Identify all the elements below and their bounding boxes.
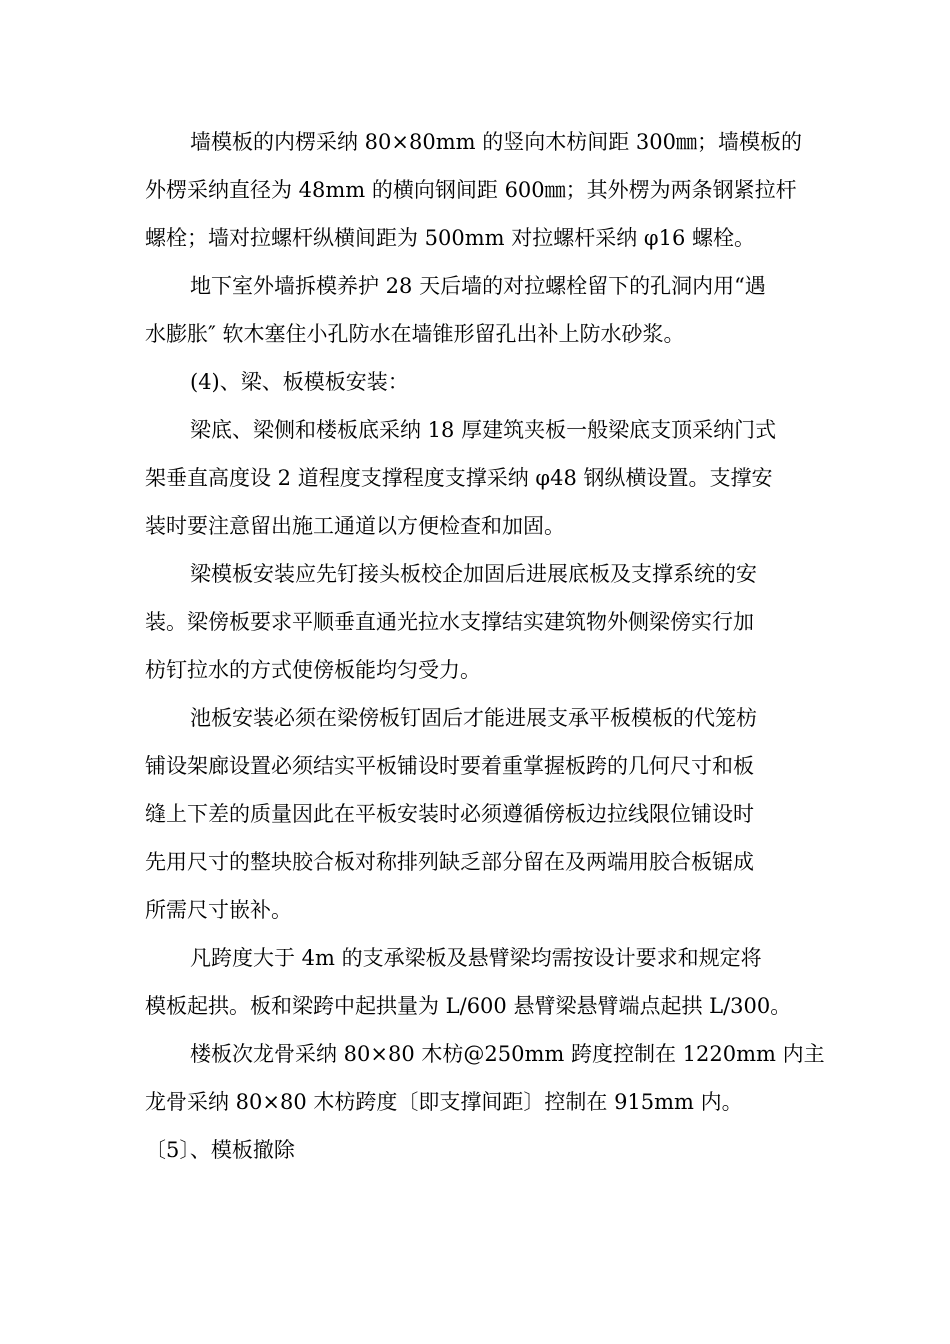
- paragraph-camber: [145, 934, 805, 1030]
- section-heading-formwork-removal: 〔5〕、模板撤除: [145, 1138, 295, 1162]
- text-line: 装。梁傍板要求平顺垂直通光拉水支撑结实建筑物外侧梁傍实行加: [145, 610, 754, 634]
- text-line: 楼板次龙骨采纳 80×80 木枋@250mm 跨度控制在 1220mm 内主: [190, 1042, 825, 1066]
- paragraph-wall-formwork: [145, 118, 805, 262]
- text-line: 所需尺寸嵌补。: [145, 898, 292, 922]
- text-line: 墙模板的内楞采纳 80×80mm 的竖向木枋间距 300㎜；墙模板的: [190, 130, 802, 154]
- text-line: 龙骨采纳 80×80 木枋跨度〔即支撑间距〕控制在 915mm 内。: [145, 1090, 743, 1114]
- text-line: 梁底、梁侧和楼板底采纳 18 厚建筑夹板一般梁底支顶采纳门式: [190, 418, 777, 442]
- text-line: 装时要注意留出施工通道以方便检查和加固。: [145, 514, 565, 538]
- text-line: 模板起拱。板和梁跨中起拱量为 L/600 悬臂梁悬臂端点起拱 L/300。: [145, 994, 792, 1018]
- document-body: [145, 118, 825, 1174]
- paragraph-slab-installation: [145, 694, 805, 934]
- text-line: 铺设架廊设置必须结实平板铺设时要着重掌握板跨的几何尺寸和板: [145, 754, 754, 778]
- paragraph-beam-slab-base: [145, 406, 805, 550]
- text-line: 缝上下差的质量因此在平板安装时必须遵循傍板边拉线限位铺设时: [145, 802, 754, 826]
- text-line: 梁模板安装应先钉接头板校企加固后进展底板及支撑系统的安: [190, 562, 757, 586]
- section-heading-beam-slab: (4)、梁、板模板安装：: [190, 370, 409, 394]
- text-line: 凡跨度大于 4m 的支承梁板及悬臂梁均需按设计要求和规定将: [190, 946, 762, 970]
- text-line: 先用尺寸的整块胶合板对称排列缺乏部分留在及两端用胶合板锯成: [145, 850, 754, 874]
- text-line: 螺栓；墙对拉螺杆纵横间距为 500mm 对拉螺杆采纳 φ16 螺栓。: [145, 226, 756, 250]
- text-line: 枋钉拉水的方式使傍板能均匀受力。: [145, 658, 481, 682]
- text-line: 外楞采纳直径为 48mm 的横向钢间距 600㎜；其外楞为两条钢紧拉杆: [145, 178, 797, 202]
- text-line: 水膨胀″ 软木塞住小孔防水在墙锥形留孔出补上防水砂浆。: [145, 322, 685, 346]
- text-line: 地下室外墙拆模养护 28 天后墙的对拉螺栓留下的孔洞内用“遇: [190, 274, 766, 298]
- text-line: 池板安装必须在梁傍板钉固后才能进展支承平板模板的代笼枋: [190, 706, 757, 730]
- paragraph-basement-wall: [145, 262, 805, 358]
- paragraph-beam-formwork: [145, 550, 805, 694]
- text-line: 架垂直高度设 2 道程度支撑程度支撑采纳 φ48 钢纵横设置。支撑安: [145, 466, 773, 490]
- paragraph-joists: [145, 1030, 825, 1126]
